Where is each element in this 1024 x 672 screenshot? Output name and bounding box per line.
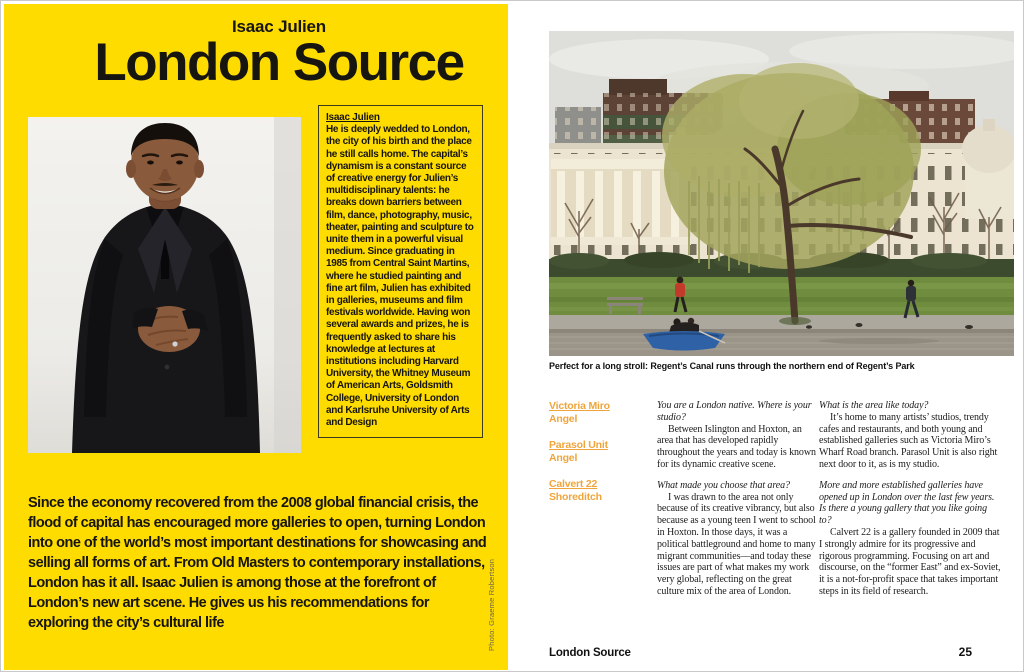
gallery-item — [549, 478, 653, 504]
interview-question: What is the area like today? — [819, 400, 929, 411]
article-title: London Source — [94, 33, 464, 92]
bio-box — [318, 105, 483, 438]
article-kicker: Isaac Julien — [232, 17, 326, 36]
interview-qa — [819, 480, 1001, 598]
interview-column-2 — [819, 400, 1001, 607]
right-page — [508, 4, 1022, 670]
interview-qa — [819, 400, 1001, 471]
interview-answer: Calvert 22 is a gallery founded in 2009 that I strongly admire for its progressive and rigorous programming. Focusing on art and discourse, on the “former East” and ex-Soviet, it is a not-for-profit space that takes important steps in its field of research. — [819, 526, 1001, 597]
interview-answer: I was drawn to the area not only because of its creative vibrancy, but also because as a young teen I went to school in Hoxton. In those days, it was a political battleground and home to many migrant communities—and today these issues are part of what makes my work very global, reflecting on the great culture mix of the area of London. — [657, 491, 816, 597]
page-footer — [549, 645, 972, 659]
gallery-area: Angel — [549, 452, 578, 464]
interview-qa — [657, 400, 816, 471]
interview-answer: Between Islington and Hoxton, an area that has developed rapidly throughout the years and today is known for its dynamic creative scene. — [657, 423, 816, 470]
gallery-area: Angel — [549, 413, 578, 425]
left-page — [4, 4, 508, 670]
gallery-list — [549, 400, 653, 517]
gallery-name-link: Calvert 22 — [549, 478, 598, 490]
interview-question: What made you choose that area? — [657, 479, 790, 491]
interview-question: More and more established galleries have opened up in London over the last few years. Is there a young gallery that you like going to? — [819, 479, 995, 527]
footer-section-label: London Source — [549, 647, 631, 659]
bio-text: He is deeply wedded to London, the city of his birth and the place he still calls home. The capital’s dynamism is a constant source of creative energy for Julien’s multidisciplinary talents: he breaks down barriers between film, dance, photography, music, theater, painting and sculpture to unite them in a powerful visual medium. Since graduating in 1985 from Central Saint Martins, where he studied painting and fine art film, Julien has exhibited in galleries, museums and film festivals worldwide. Having won several awards and prizes, he is frequently asked to share his knowledge at lectures at institutions including Harvard University, the Whitney Museum of American Arts, Goldsmith College, University of London and Karlsruhe University of Arts and Design — [326, 124, 474, 429]
park-photo — [549, 31, 1014, 356]
gallery-name-link: Parasol Unit — [549, 439, 608, 451]
interview-column-1 — [657, 400, 816, 607]
interview-qa — [657, 480, 816, 598]
interview-answer: It’s home to many artists’ studios, trendy cafes and restaurants, and both young and established galleries such as Victoria Miro’s Wharf Road branch. Parasol Unit is also right next door to it, as is my studio. — [819, 411, 998, 470]
photo-caption: Perfect for a long stroll: Regent’s Canal runs through the northern end of Regent’s Park — [549, 361, 915, 371]
photo-credit: Photo: Graeme Robertson — [487, 558, 496, 651]
masthead — [89, 17, 469, 92]
gallery-item — [549, 439, 653, 465]
page-number: 25 — [958, 645, 972, 659]
gallery-area: Shoreditch — [549, 491, 602, 503]
bio-heading: Isaac Julien — [326, 112, 380, 123]
gallery-item — [549, 400, 653, 426]
gallery-name-link: Victoria Miro — [549, 400, 610, 412]
portrait-photo — [28, 117, 301, 453]
intro-paragraph: Since the economy recovered from the 2008 global financial crisis, the flood of capital has encouraged more galleries to open, turning London into one of the world’s most important destinations for showcasing and selling all forms of art. From Old Masters to contemporary installations, London has it all. Isaac Julien is among those at the forefront of London’s new art scene. He gives us his recommendations for exploring the city’s cultural life — [28, 495, 487, 631]
interview-question: You are a London native. Where is your studio? — [657, 400, 812, 423]
